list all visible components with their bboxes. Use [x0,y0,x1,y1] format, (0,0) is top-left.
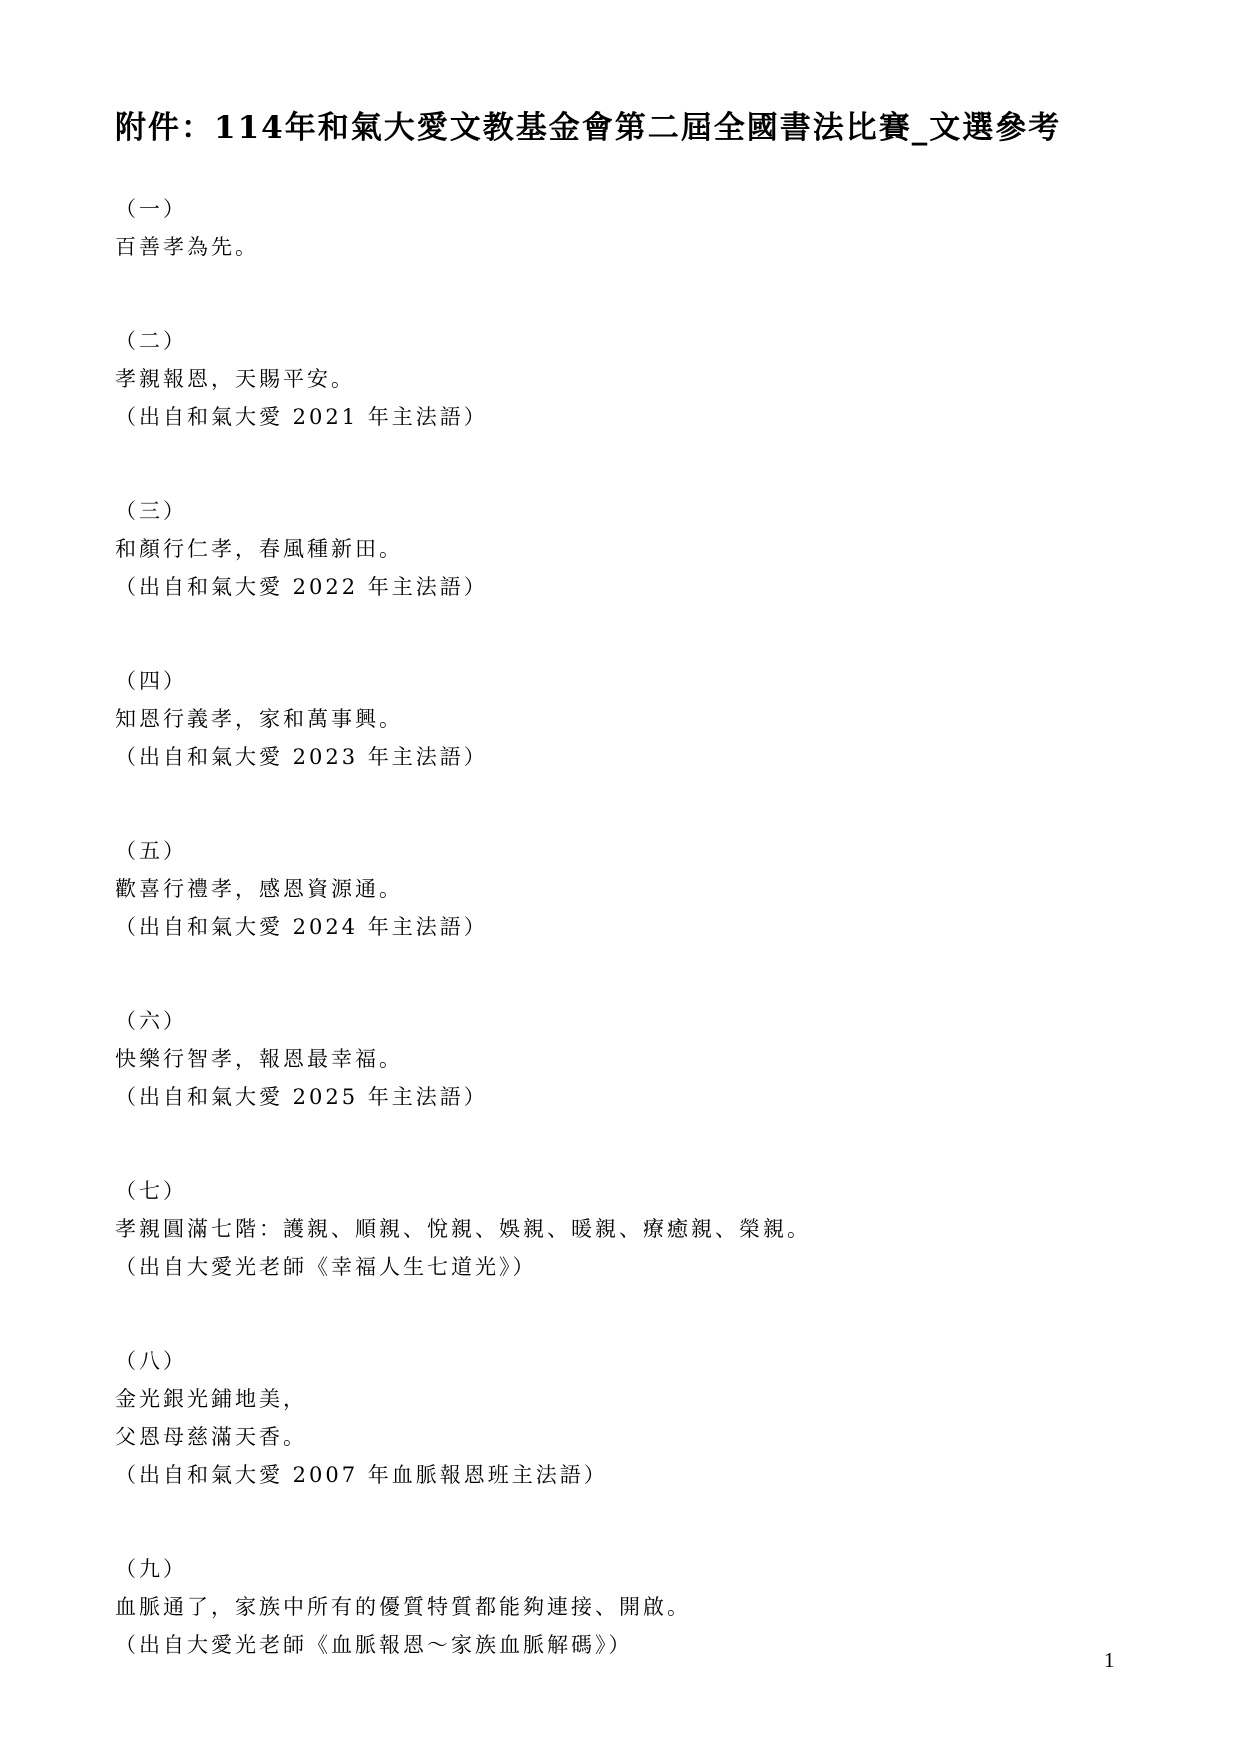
section-4 [115,662,1175,776]
section-source: （出自和氣大愛 2021 年主法語） [115,405,488,429]
section-label: （九） [115,1557,187,1581]
section-line: 知恩行義孝，家和萬事興。 [115,707,403,731]
section-2 [115,322,1175,436]
section-9 [115,1550,1175,1664]
section-source: （出自和氣大愛 2025 年主法語） [115,1085,488,1109]
section-label: （六） [115,1009,187,1033]
page-number: 1 [1104,1648,1115,1672]
section-label: （四） [115,669,187,693]
section-line: 孝親報恩，天賜平安。 [115,367,355,391]
section-line: 血脈通了，家族中所有的優質特質都能夠連接、開啟。 [115,1595,691,1619]
section-line: 父恩母慈滿天香。 [115,1425,307,1449]
section-1 [115,190,1175,266]
section-label: （五） [115,839,187,863]
section-source: （出自和氣大愛 2024 年主法語） [115,915,488,939]
section-line: 快樂行智孝，報恩最幸福。 [115,1047,403,1071]
section-label: （八） [115,1349,187,1373]
section-label: （七） [115,1179,187,1203]
section-source: （出自和氣大愛 2007 年血脈報恩班主法語） [115,1463,608,1487]
section-label: （二） [115,329,187,353]
section-source: （出自大愛光老師《幸福人生七道光》） [115,1255,537,1279]
section-line: 孝親圓滿七階：護親、順親、悅親、娛親、暖親、療癒親、榮親。 [115,1217,811,1241]
document-title: 附件：114年和氣大愛文教基金會第二屆全國書法比賽_文選參考 [115,110,1062,146]
section-line: 百善孝為先。 [115,235,259,259]
section-list [115,190,1175,1720]
section-source: （出自大愛光老師《血脈報恩～家族血脈解碼》） [115,1633,633,1657]
section-3 [115,492,1175,606]
section-label: （一） [115,197,187,221]
section-label: （三） [115,499,187,523]
section-line: 金光銀光鋪地美， [115,1387,307,1411]
section-line: 歡喜行禮孝，感恩資源通。 [115,877,403,901]
section-8 [115,1342,1175,1494]
section-line: 和顏行仁孝，春風種新田。 [115,537,403,561]
section-6 [115,1002,1175,1116]
section-source: （出自和氣大愛 2023 年主法語） [115,745,488,769]
section-5 [115,832,1175,946]
section-source: （出自和氣大愛 2022 年主法語） [115,575,488,599]
section-7 [115,1172,1175,1286]
